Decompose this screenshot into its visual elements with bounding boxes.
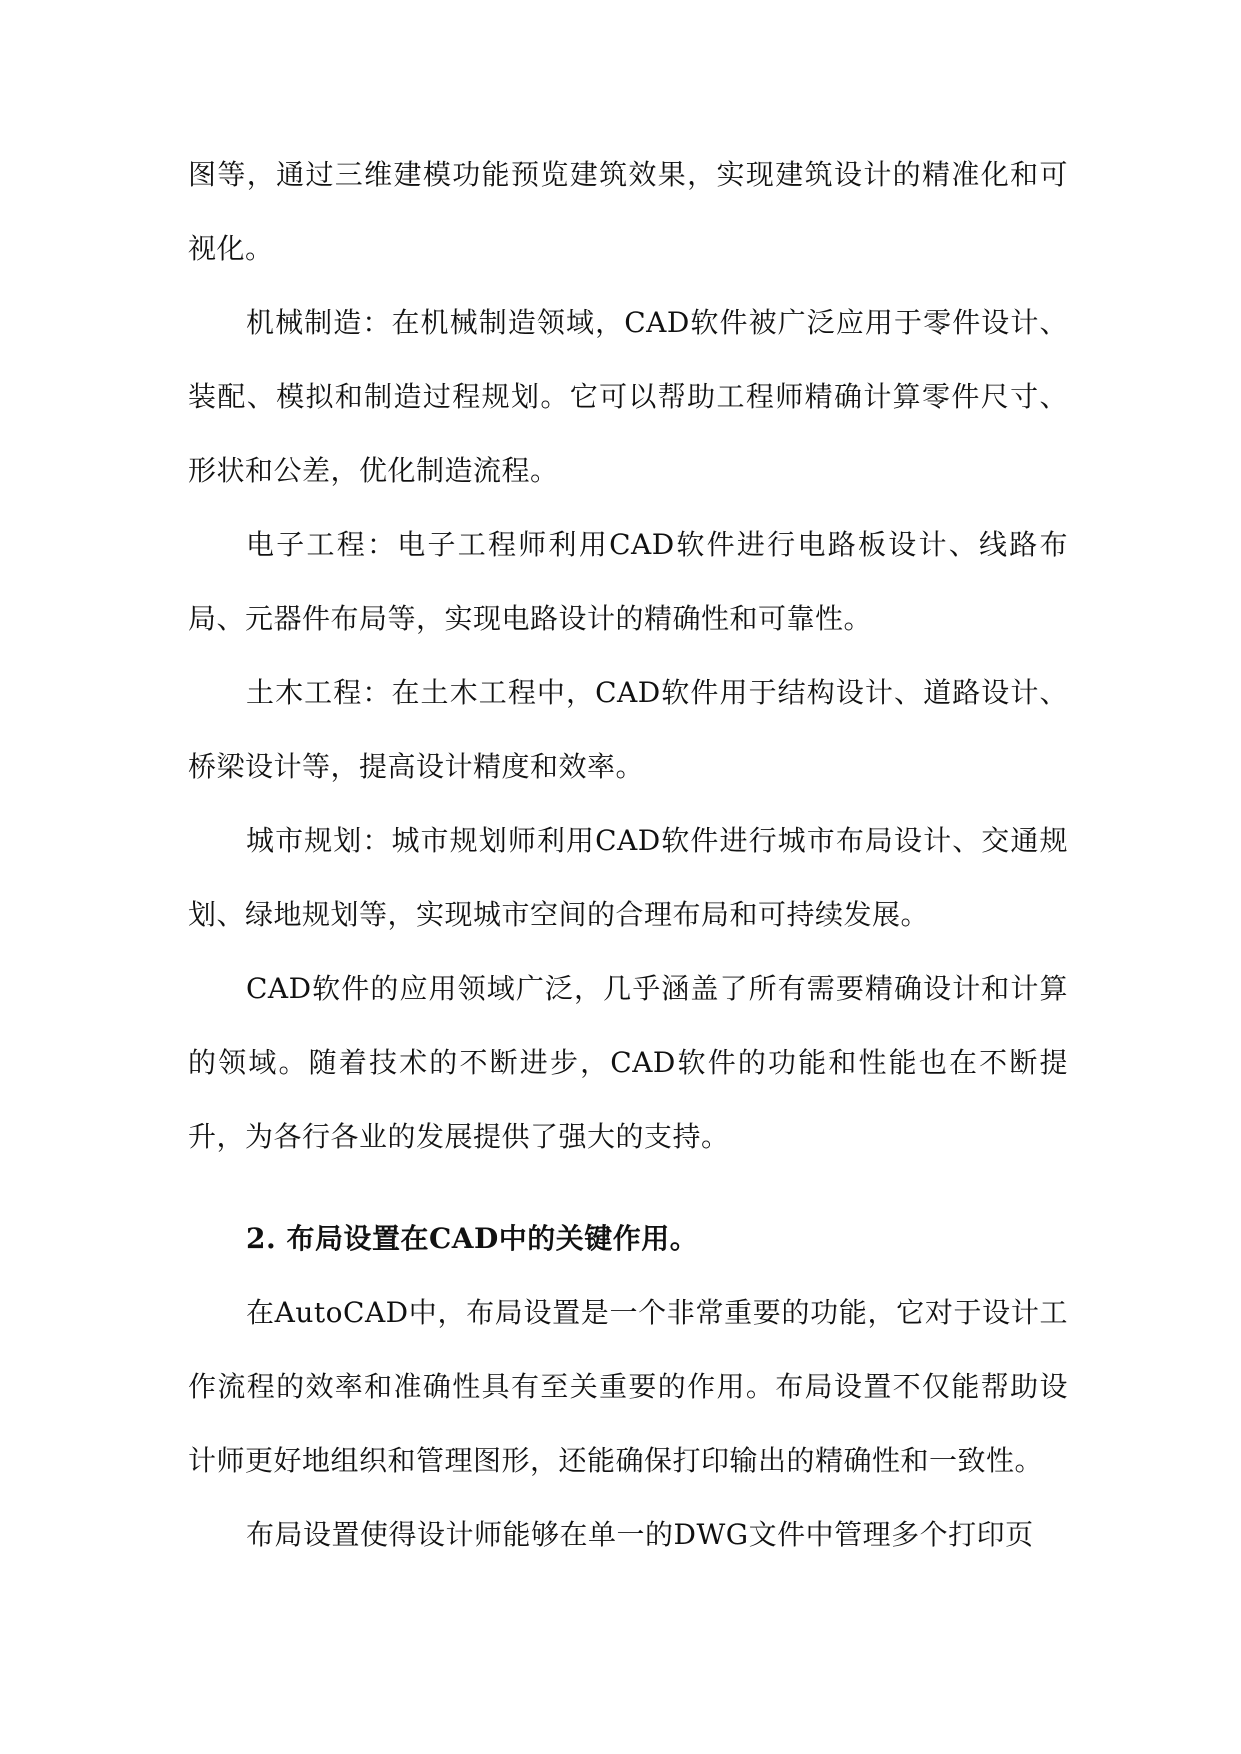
paragraph-cad-summary: CAD软件的应用领域广泛，几乎涵盖了所有需要精确设计和计算的领域。随着技术的不断进步，CAD软件的功能和性能也在不断提升，为各行各业的发展提供了强大的支持。 <box>188 972 1068 1153</box>
paragraph-electronic-engineering: 电子工程：电子工程师利用CAD软件进行电路板设计、线路布局、元器件布局等，实现电路设计的精确性和可靠性。 <box>188 528 1068 635</box>
paragraph-architecture-continued: 图等，通过三维建模功能预览建筑效果，实现建筑设计的精准化和可视化。 <box>188 158 1068 265</box>
section-heading: 2. 布局设置在CAD中的关键作用。 <box>246 1222 699 1255</box>
paragraph-mechanical-manufacturing: 机械制造：在机械制造领域，CAD软件被广泛应用于零件设计、装配、模拟和制造过程规划。它可以帮助工程师精确计算零件尺寸、形状和公差，优化制造流程。 <box>188 306 1068 487</box>
paragraph-civil-engineering: 土木工程：在土木工程中，CAD软件用于结构设计、道路设计、桥梁设计等，提高设计精度和效率。 <box>188 676 1068 783</box>
paragraph-layout-importance: 在AutoCAD中，布局设置是一个非常重要的功能，它对于设计工作流程的效率和准确性具有至关重要的作用。布局设置不仅能帮助设计师更好地组织和管理图形，还能确保打印输出的精确性和一致性。 <box>188 1296 1068 1477</box>
paragraph-layout-multiple-pages: 布局设置使得设计师能够在单一的DWG文件中管理多个打印页 <box>246 1518 1034 1551</box>
paragraph-urban-planning: 城市规划：城市规划师利用CAD软件进行城市布局设计、交通规划、绿地规划等，实现城市空间的合理布局和可持续发展。 <box>188 824 1068 931</box>
document-body <box>188 138 1068 1572</box>
